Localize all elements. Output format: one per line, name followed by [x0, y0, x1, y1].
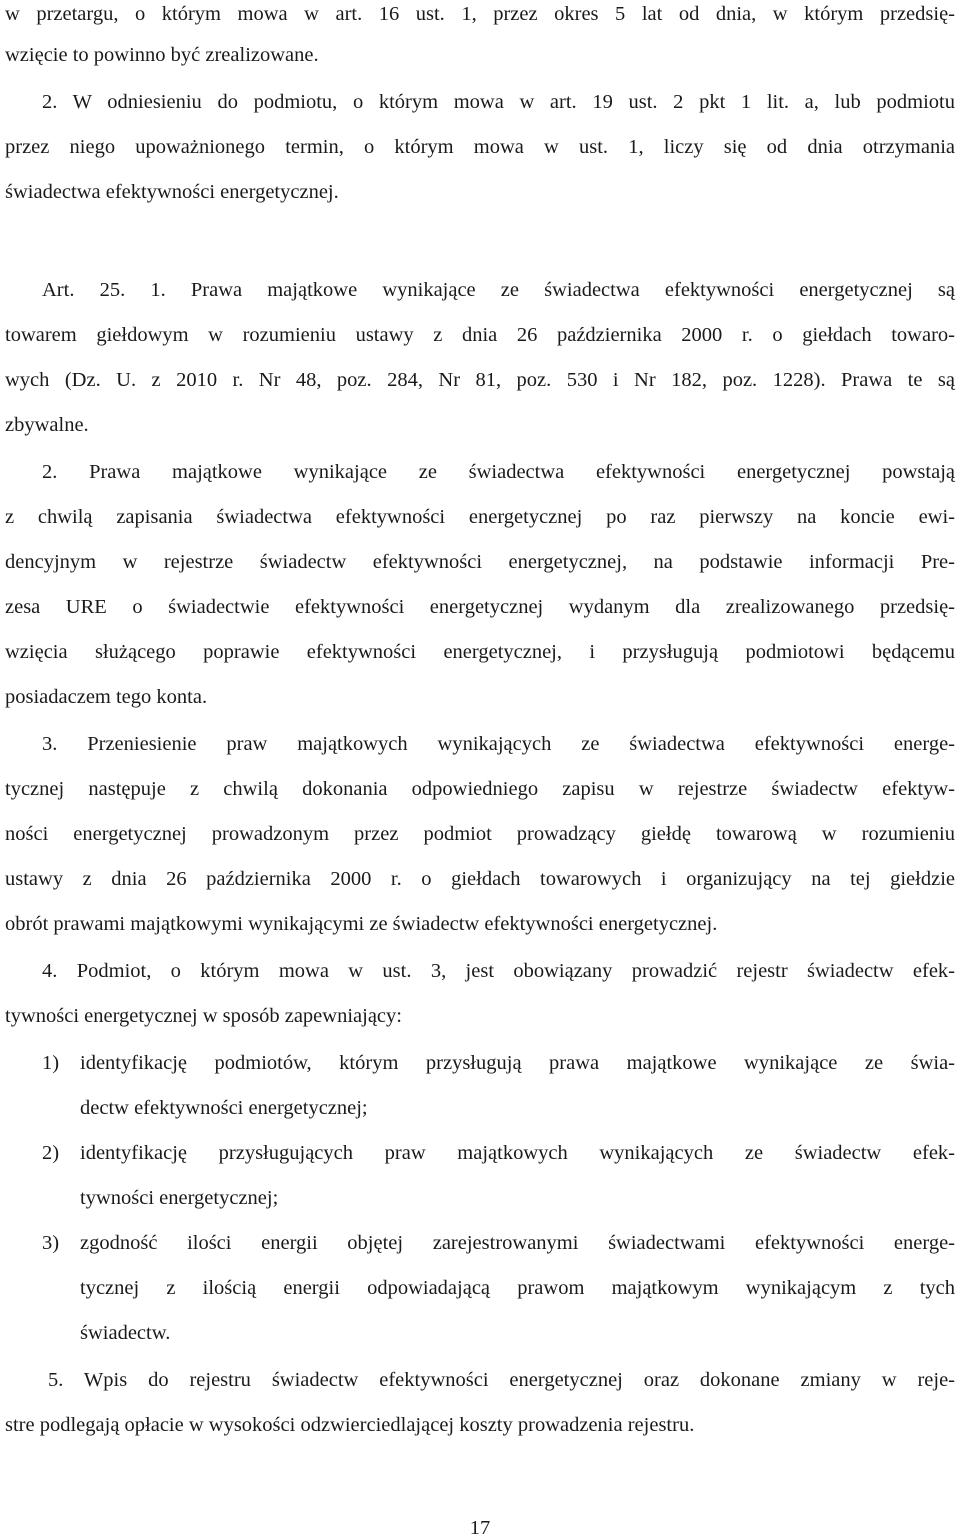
list-item-line: tycznej z ilością energii odpowiadającą prawom majątkowym wynikającym z tych: [80, 1277, 955, 1299]
list-item-line: świadectw.: [80, 1322, 171, 1344]
text-line: 4. Podmiot, o którym mowa w ust. 3, jest obowiązany prowadzić rejestr świadectw efek-: [42, 960, 955, 982]
text-line: w przetargu, o którym mowa w art. 16 ust. 1, przez okres 5 lat od dnia, w którym przedsię-: [5, 3, 955, 25]
text-line: zesa URE o świadectwie efektywności energetycznej wydanym dla zrealizowanego przedsię-: [5, 596, 955, 618]
text-line: 2. W odniesieniu do podmiotu, o którym mowa w art. 19 ust. 2 pkt 1 lit. a, lub podmiotu: [42, 91, 955, 113]
text-line: z chwilą zapisania świadectwa efektywności energetycznej po raz pierwszy na koncie ewi-: [5, 506, 955, 528]
text-line: przez niego upoważnionego termin, o którym mowa w ust. 1, liczy się od dnia otrzymania: [5, 136, 955, 158]
text-line: zbywalne.: [5, 414, 89, 436]
list-item-line: tywności energetycznej;: [80, 1187, 279, 1209]
list-number: 3): [42, 1232, 60, 1254]
text-line: towarem giełdowym w rozumieniu ustawy z dnia 26 października 2000 r. o giełdach towaro-: [5, 324, 955, 346]
text-line: dencyjnym w rejestrze świadectw efektywności energetycznej, na podstawie informacji Pre-: [5, 551, 955, 573]
article-heading-line: Art. 25. 1. Prawa majątkowe wynikające ze świadectwa efektywności energetycznej są: [42, 279, 955, 301]
text-line: 2. Prawa majątkowe wynikające ze świadectwa efektywności energetycznej powstają: [42, 461, 955, 483]
text-line: tywności energetycznej w sposób zapewniający:: [5, 1005, 402, 1027]
text-line: stre podlegają opłacie w wysokości odzwierciedlającej koszty prowadzenia rejestru.: [5, 1414, 695, 1436]
text-line: świadectwa efektywności energetycznej.: [5, 181, 339, 203]
list-number: 2): [42, 1142, 60, 1164]
list-item-line: zgodność ilości energii objętej zarejestrowanymi świadectwami efektywności energe-: [80, 1232, 955, 1254]
list-item-line: identyfikację podmiotów, którym przysługują prawa majątkowe wynikające ze świa-: [80, 1052, 955, 1074]
text-line: wzięcie to powinno być zrealizowane.: [5, 44, 319, 66]
text-line: ności energetycznej prowadzonym przez podmiot prowadzący giełdę towarową w rozumieniu: [5, 823, 955, 845]
list-number: 1): [42, 1052, 60, 1074]
list-item-line: dectw efektywności energetycznej;: [80, 1097, 368, 1119]
text-line: 3. Przeniesienie praw majątkowych wynikających ze świadectwa efektywności energe-: [42, 733, 955, 755]
text-line: ustawy z dnia 26 października 2000 r. o giełdach towarowych i organizujący na tej giełdzie: [5, 868, 955, 890]
list-item-line: identyfikację przysługujących praw majątkowych wynikających ze świadectw efek-: [80, 1142, 955, 1164]
text-line: posiadaczem tego konta.: [5, 686, 208, 708]
page-number: 17: [469, 1517, 491, 1539]
text-line: wzięcia służącego poprawie efektywności energetycznej, i przysługują podmiotowi będącemu: [5, 641, 955, 663]
text-line: 5. Wpis do rejestru świadectw efektywności energetycznej oraz dokonane zmiany w reje-: [48, 1369, 955, 1391]
text-line: obrót prawami majątkowymi wynikającymi ze świadectw efektywności energetycznej.: [5, 913, 718, 935]
text-line: tycznej następuje z chwilą dokonania odpowiedniego zapisu w rejestrze świadectw efektyw-: [5, 778, 955, 800]
text-line: wych (Dz. U. z 2010 r. Nr 48, poz. 284, Nr 81, poz. 530 i Nr 182, poz. 1228). Prawa te są: [5, 369, 955, 391]
